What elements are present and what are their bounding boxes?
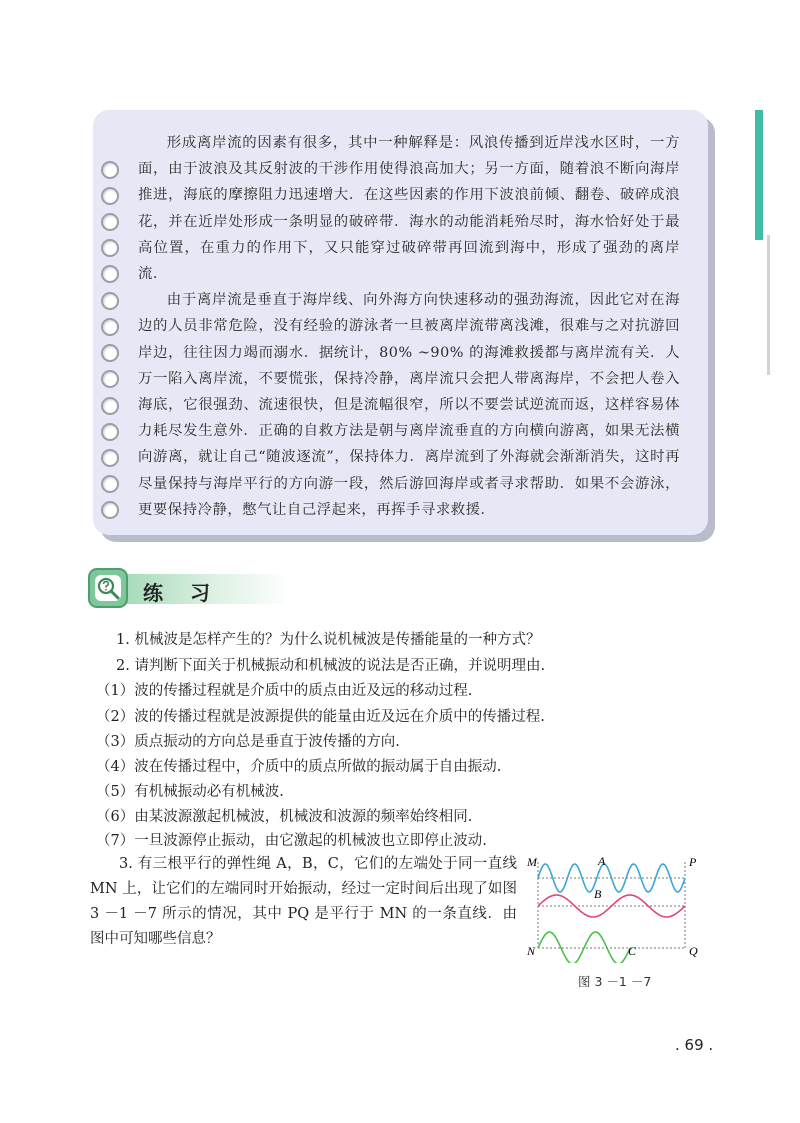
notebook-ring <box>101 423 119 441</box>
label-b: B <box>594 887 602 901</box>
notebook-ring <box>101 187 119 205</box>
question-2: 2. 请判断下面关于机械振动和机械波的说法是否正确，并说明理由. <box>116 658 546 674</box>
notebook-ring <box>101 449 119 467</box>
note-box <box>93 110 708 535</box>
notebook-ring <box>101 239 119 257</box>
notebook-ring <box>101 292 119 310</box>
notebook-ring <box>101 501 119 519</box>
exercise-header <box>88 568 298 612</box>
label-q: Q <box>689 944 698 958</box>
question-2-item: （3）质点振动的方向总是垂直于波传播的方向. <box>96 734 400 750</box>
notebook-ring <box>101 344 119 362</box>
question-1: 1. 机械波是怎样产生的？为什么说机械波是传播能量的一种方式？ <box>116 632 541 648</box>
question-2-item: （1）波的传播过程就是介质中的质点由近及远的移动过程. <box>96 683 473 699</box>
label-n: N <box>527 944 536 958</box>
question-2-item: （6）由某波源激起机械波，机械波和波源的频率始终相同. <box>96 809 473 825</box>
note-paragraph-2: 由于离岸流是垂直于海岸线、向外海方向快速移动的强劲海流，因此它对在海边的人员非常危险，没有经验的游泳者一旦被离岸流带离浅滩，很难与之对抗游回岸边，往往因力竭而溺水．据统计，80% ~90% 的海滩救援都与离岸流有关．人万一陷入离岸流，不要慌张，保持冷静，离岸流只会把人带离海岸，不会把人卷入海底，它很强劲、流速很快，但是流幅很窄，所以不要尝试逆流而返，这样容易体力耗尽发生意外．正确的自救方法是朝与离岸流垂直的方向横向游离，如果无法横向游离，就让自己“随波逐流”，保持体力．离岸流到了外海就会渐渐消失，这时再尽量保持与海岸平行的方向游一段，然后游回海岸或者寻求帮助．如果不会游泳，更要保持冷静，憋气让自己浮起来，再挥手寻求救援． <box>138 292 680 518</box>
figure-caption: 图 3 －1 －7 <box>578 974 652 989</box>
question-3: 3. 有三根平行的弹性绳 A，B，C，它们的左端处于同一直线 MN 上，让它们的左端同时开始振动，经过一定时间后出现了如图 3 －1 －7 所示的情况，其中 PQ 是平行于 MN 的一条直线．由图中可知哪些信息？ <box>90 856 517 947</box>
notebook-ring <box>101 397 119 415</box>
question-2-item: （7）一旦波源停止振动，由它激起的机械波也立即停止波动. <box>96 833 487 849</box>
question-2-item: （4）波在传播过程中，介质中的质点所做的振动属于自由振动. <box>96 759 502 775</box>
label-p: P <box>689 855 697 869</box>
notebook-ring <box>101 370 119 388</box>
exercise-icon <box>88 568 128 608</box>
wave-figure <box>520 848 710 963</box>
note-paragraph-1: 形成离岸流的因素有很多，其中一种解释是：风浪传播到近岸浅水区时，一方面，由于波浪及其反射波的干涉作用使得浪高加大；另一方面，随着浪不断向海岸推进，海底的摩擦阻力迅速增大．在这些因素的作用下波浪前倾、翻卷、破碎成浪花，并在近岸处形成一条明显的破碎带．海水的动能消耗殆尽时，海水恰好处于最高位置，在重力的作用下，又只能穿过破碎带再回流到海中，形成了强劲的离岸流． <box>138 135 680 283</box>
exercise-title: 练 习 <box>143 581 220 605</box>
page-number: . 69 . <box>675 1036 714 1054</box>
notebook-ring <box>101 213 119 231</box>
notebook-ring <box>101 265 119 283</box>
magnifier-question-icon <box>95 575 121 601</box>
label-c: C <box>628 944 637 958</box>
question-2-item: （2）波的传播过程就是波源提供的能量由近及远在介质中的传播过程. <box>96 709 545 725</box>
notebook-ring <box>101 318 119 336</box>
question-2-item: （5）有机械振动必有机械波. <box>96 784 284 800</box>
notebook-ring <box>101 161 119 179</box>
label-m: M <box>527 855 537 869</box>
notebook-ring <box>101 475 119 493</box>
chapter-side-tab <box>763 235 777 375</box>
label-a: A <box>598 854 606 868</box>
chapter-side-bar <box>755 110 763 240</box>
